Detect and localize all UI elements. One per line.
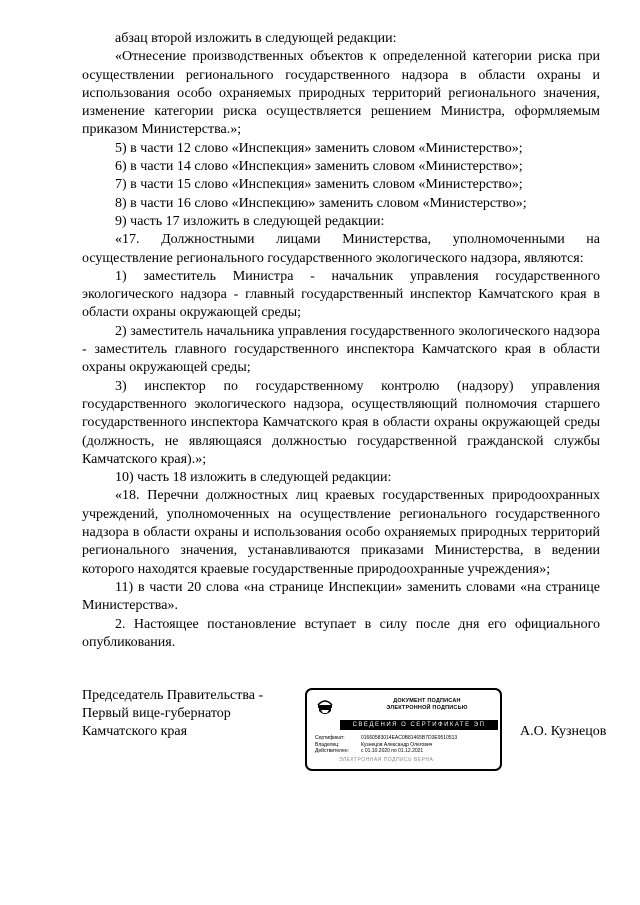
stamp-header-line: ЭЛЕКТРОННОЙ ПОДПИСЬЮ — [386, 705, 468, 711]
signatory-position-line: Первый вице-губернатор — [82, 706, 231, 721]
stamp-header-line: ДОКУМЕНТ ПОДПИСАН — [393, 698, 461, 704]
document-body — [82, 30, 600, 652]
stamp-row-key: Владелец: — [315, 741, 340, 748]
paragraph: 10) часть 18 изложить в следующей редакции: — [115, 470, 392, 486]
stamp-row-key: Действителен: — [315, 748, 349, 754]
stamp-footer: ЭЛЕКТРОННАЯ ПОДПИСЬ ВЕРНА — [339, 757, 434, 763]
signatory-position — [82, 687, 263, 741]
paragraph: 2) заместитель начальника управления государственного экологического надзора - заместитель главного государственного инспектора Камчатского края в области охраны окружающей среды; — [82, 323, 600, 376]
paragraph: 1) заместитель Министра - начальник управления государственного экологического надзора - главный государственный инспектор Камчатского края в области охраны окружающей среды; — [82, 268, 600, 321]
stamp-row-key: Сертификат: — [315, 735, 345, 741]
stamp-certificate-bar: СВЕДЕНИЯ О СЕРТИФИКАТЕ ЭП — [340, 720, 498, 730]
coat-of-arms-icon — [314, 696, 336, 718]
paragraph: 11) в части 20 слова «на странице Инспекции» заменить словами «на странице Министерства». — [82, 579, 600, 614]
paragraph: «Отнесение производственных объектов к определенной категории риска при осуществлении регионального государственного надзора в области охраны и использования особо охраняемых природных территорий регионального значения, изменение категории риска осуществляется решением Министра, оформляемым приказом Министерства.»; — [82, 49, 600, 138]
paragraph: 2. Настоящее постановление вступает в силу после дня его официального опубликования. — [82, 616, 600, 650]
signatory-position-line: Председатель Правительства - — [82, 688, 264, 703]
stamp-row-value: с 01.10.2020 по 01.12.2021 — [361, 748, 424, 754]
paragraph: 9) часть 17 изложить в следующей редакции: — [115, 213, 385, 229]
stamp-row — [315, 748, 457, 755]
stamp-row-value: 01660583014EAC0B81465B7D3E9510513 — [361, 735, 458, 741]
electronic-signature-stamp — [305, 688, 502, 771]
signatory-position-line: Камчатского края — [82, 724, 188, 739]
stamp-details — [315, 735, 457, 755]
signatory-name: А.О. Кузнецов — [520, 724, 607, 739]
paragraph: 6) в части 14 слово «Инспекция» заменить словом «Министерство»; — [115, 159, 523, 175]
paragraph: абзац второй изложить в следующей редакции: — [115, 31, 397, 46]
stamp-header — [367, 698, 487, 712]
paragraph: 3) инспектор по государственному контролю (надзору) управления государственного экологического надзора, осуществляющий полномочия старшего государственного инспектора Камчатского края в области охраны окружающей среды (должность, не являющаяся должностью государственной гражданской службы Камчатского края).»; — [82, 378, 600, 467]
paragraph: «18. Перечни должностных лиц краевых государственных природоохранных учреждений, уполномоченных на осуществление регионального государственного надзора в области охраны и использования особо охраняемых природных территорий регионального значения, устанавливаются приказами Министерства, в ведении которого находятся краевые государственные природоохранные учреждения»; — [82, 488, 600, 577]
stamp-row-value: Кузнецов Александр Олегович — [361, 741, 433, 748]
paragraph: 7) в части 15 слово «Инспекция» заменить словом «Министерство»; — [115, 177, 523, 193]
paragraph: «17. Должностными лицами Министерства, уполномоченными на осуществление регионального государственного экологического надзора, являются: — [82, 232, 600, 266]
paragraph: 8) в части 16 слово «Инспекцию» заменить словом «Министерство»; — [115, 195, 527, 211]
paragraph: 5) в части 12 слово «Инспекция» заменить словом «Министерство»; — [115, 140, 523, 156]
